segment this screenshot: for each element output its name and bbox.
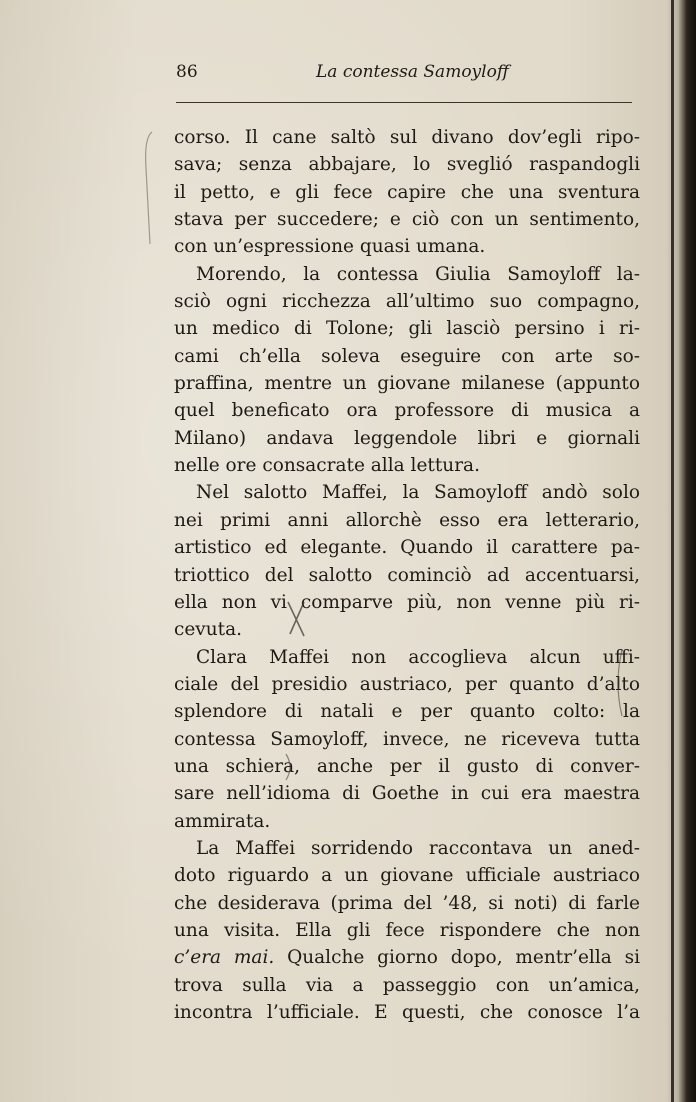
text-line: doto riguardo a un giovane ufficiale austriaco (174, 865, 640, 887)
text-line-part: Qualche giorno dopo, mentr’ella si (274, 947, 640, 969)
text-line: corso. Il cane saltò sul divano dov’egli ripo- (174, 127, 640, 148)
text-line: quel beneficato ora professore di musica a (174, 400, 640, 422)
text-line: praffina, mentre un giovane milanese (appunto (174, 373, 640, 395)
text-line: contessa Samoyloff, invece, ne riceveva tutta (174, 728, 640, 750)
header-rule (176, 102, 632, 103)
text-line: nelle ore consacrate alla lettura. (174, 455, 480, 477)
margin-bracket-mark (140, 128, 160, 248)
text-line: ammirata. (174, 810, 271, 832)
text-line: il petto, e gli fece capire che una sventura (174, 181, 640, 203)
text-line: triottico del salotto cominciò ad accentuarsi, (174, 564, 640, 586)
book-spine-line (671, 0, 674, 1102)
text-line: nei primi anni allorchè esso era letterario, (174, 509, 640, 531)
text-line: un medico di Tolone; gli lasciò persino i ri- (174, 318, 640, 340)
text-line: cevuta. (174, 619, 243, 641)
text-line (174, 944, 640, 971)
running-title: La contessa Samoyloff (316, 62, 509, 82)
text-line: trova sulla via a passeggio con un’amica, (174, 974, 640, 996)
text-line: ella non vi comparve più, non venne più ri- (174, 591, 640, 613)
text-line: cami ch’ella soleva eseguire con arte so- (174, 345, 640, 367)
text-line: incontra l’ufficiale. E questi, che conosce l’a (174, 1002, 640, 1023)
text-line: Nel salotto Maffei, la Samoyloff andò solo (196, 482, 640, 504)
text-line: ciale del presidio austriaco, per quanto d’alto (174, 673, 640, 695)
text-line: Milano) andava leggendole libri e giornali (174, 427, 640, 449)
text-line: sava; senza abbajare, lo sveglió raspandogli (174, 154, 640, 176)
text-line: Clara Maffei non accoglieva alcun uffi- (196, 646, 640, 668)
body-text (174, 124, 640, 1026)
text-line: con un’espressione quasi umana. (174, 236, 486, 258)
text-line: splendore di natali e per quanto colto: la (174, 701, 640, 723)
page-header (176, 62, 632, 92)
text-line: una schiera, anche per il gusto di conver- (174, 755, 640, 777)
text-line: una visita. Ella gli fece rispondere che non (174, 919, 640, 941)
text-line: stava per succedere; e ciò con un sentimento, (174, 209, 640, 231)
text-line: Morendo, la contessa Giulia Samoyloff la- (196, 263, 640, 285)
text-line: La Maffei sorridendo raccontava un aned- (196, 837, 640, 859)
text-line: che desiderava (prima del ’48, si noti) di farle (174, 892, 640, 914)
page-number: 86 (176, 62, 198, 82)
text-line: sciò ogni ricchezza all’ultimo suo compagno, (174, 291, 640, 313)
italic-phrase: c’era mai. (174, 947, 275, 969)
text-line: sare nell’idioma di Goethe in cui era maestra (174, 783, 640, 805)
text-line: artistico ed elegante. Quando il carattere pa- (174, 537, 640, 559)
